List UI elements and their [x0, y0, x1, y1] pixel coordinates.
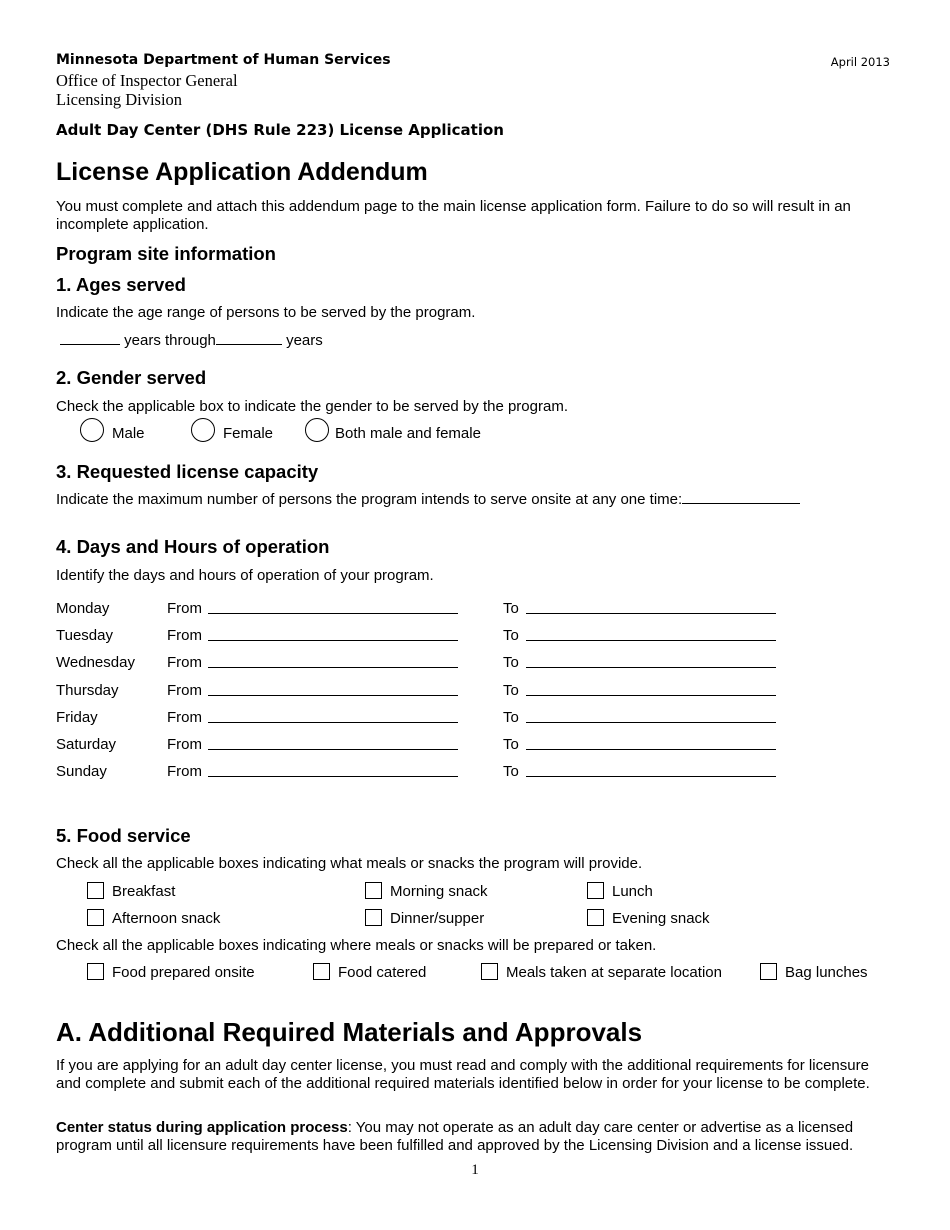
- day-label: Tuesday: [56, 627, 113, 644]
- from-label: From: [167, 736, 202, 753]
- capacity-instruction: Indicate the maximum number of persons the program intends to serve onsite at any one time:: [56, 491, 683, 508]
- from-field-wednesday[interactable]: [208, 667, 458, 668]
- checkbox-icon[interactable]: [481, 963, 498, 980]
- intro-text: You must complete and attach this addendum page to the main license application form. Failure to do so will result in an incomplete application.: [56, 198, 851, 233]
- from-label: From: [167, 682, 202, 699]
- form-title: Adult Day Center (DHS Rule 223) License Application: [56, 121, 504, 139]
- meals-instruction: Check all the applicable boxes indicating what meals or snacks the program will provide.: [56, 855, 643, 872]
- ages-instruction: Indicate the age range of persons to be served by the program.: [56, 304, 476, 321]
- to-field-sunday[interactable]: [526, 776, 776, 777]
- gender-option-male[interactable]: [80, 418, 104, 447]
- meal-label: Lunch: [612, 883, 653, 900]
- capacity-heading: 3. Requested license capacity: [56, 461, 319, 482]
- program-site-heading: Program site information: [56, 243, 276, 264]
- to-field-monday[interactable]: [526, 613, 776, 614]
- checkbox-icon[interactable]: [587, 909, 604, 926]
- gender-heading: 2. Gender served: [56, 367, 207, 388]
- day-label: Thursday: [56, 682, 119, 699]
- to-label: To: [503, 736, 519, 753]
- radio-icon[interactable]: [80, 418, 104, 442]
- from-field-saturday[interactable]: [208, 749, 458, 750]
- food-heading: 5. Food service: [56, 825, 191, 846]
- from-label: From: [167, 627, 202, 644]
- gender-option-both[interactable]: [305, 418, 329, 447]
- to-field-friday[interactable]: [526, 722, 776, 723]
- meal-label: Dinner/supper: [390, 910, 485, 927]
- division-name: Licensing Division: [56, 90, 183, 109]
- day-label: Wednesday: [56, 654, 135, 671]
- capacity-row: [56, 491, 800, 509]
- from-field-tuesday[interactable]: [208, 640, 458, 641]
- checkbox-icon[interactable]: [87, 963, 104, 980]
- office-name: Office of Inspector General: [56, 71, 238, 90]
- prep-label: Food catered: [338, 964, 427, 981]
- to-label: To: [503, 682, 519, 699]
- to-field-thursday[interactable]: [526, 695, 776, 696]
- to-label: To: [503, 763, 519, 780]
- gender-option-female[interactable]: [191, 418, 215, 447]
- prep-label: Meals taken at separate location: [506, 964, 722, 981]
- radio-icon[interactable]: [191, 418, 215, 442]
- checkbox-icon[interactable]: [313, 963, 330, 980]
- years-label: years: [286, 332, 323, 349]
- age-to-field[interactable]: [216, 344, 282, 345]
- prep-label: Bag lunches: [785, 964, 868, 981]
- page-number: 1: [471, 1162, 479, 1178]
- to-field-saturday[interactable]: [526, 749, 776, 750]
- radio-icon[interactable]: [305, 418, 329, 442]
- age-from-field[interactable]: [60, 344, 120, 345]
- section-a-para1: If you are applying for an adult day center license, you must read and comply with the additional requirements for licensure and complete and submit each of the additional required materials identified below in order for your license to be complete.: [56, 1057, 870, 1092]
- to-field-tuesday[interactable]: [526, 640, 776, 641]
- section-a-heading: A. Additional Required Materials and Approvals: [56, 1017, 643, 1047]
- meal-label: Afternoon snack: [112, 910, 221, 927]
- to-label: To: [503, 600, 519, 617]
- ages-heading: 1. Ages served: [56, 274, 186, 295]
- checkbox-icon[interactable]: [760, 963, 777, 980]
- prep-label: Food prepared onsite: [112, 964, 255, 981]
- department-name: Minnesota Department of Human Services: [56, 52, 391, 68]
- page-title: License Application Addendum: [56, 158, 428, 186]
- status-label: Center status during application process: [56, 1119, 348, 1136]
- meal-label: Breakfast: [112, 883, 176, 900]
- prep-instruction: Check all the applicable boxes indicating where meals or snacks will be prepared or taken.: [56, 937, 657, 954]
- checkbox-icon[interactable]: [87, 882, 104, 899]
- from-field-sunday[interactable]: [208, 776, 458, 777]
- hours-heading: 4. Days and Hours of operation: [56, 536, 330, 557]
- gender-label-both: Both male and female: [335, 425, 481, 442]
- to-label: To: [503, 709, 519, 726]
- from-field-thursday[interactable]: [208, 695, 458, 696]
- from-label: From: [167, 709, 202, 726]
- ages-range-row: [60, 332, 323, 350]
- to-field-wednesday[interactable]: [526, 667, 776, 668]
- years-through-label: years through: [124, 332, 216, 349]
- checkbox-icon[interactable]: [365, 882, 382, 899]
- from-label: From: [167, 763, 202, 780]
- to-label: To: [503, 627, 519, 644]
- meal-label: Evening snack: [612, 910, 710, 927]
- meal-label: Morning snack: [390, 883, 488, 900]
- capacity-field[interactable]: [682, 503, 800, 504]
- section-a-status: [56, 1119, 896, 1155]
- day-label: Monday: [56, 600, 110, 617]
- checkbox-icon[interactable]: [87, 909, 104, 926]
- checkbox-icon[interactable]: [365, 909, 382, 926]
- from-label: From: [167, 654, 202, 671]
- day-label: Saturday: [56, 736, 117, 753]
- status-text: : You may not operate as an adult day care center or advertise as a licensed program until all licensure requirements have been fulfilled and approved by the Licensing Division and a license issued.: [56, 1119, 854, 1154]
- gender-label-female: Female: [223, 425, 274, 442]
- gender-instruction: Check the applicable box to indicate the gender to be served by the program.: [56, 398, 568, 415]
- form-date: April 2013: [830, 55, 890, 69]
- from-label: From: [167, 600, 202, 617]
- from-field-monday[interactable]: [208, 613, 458, 614]
- day-label: Friday: [56, 709, 98, 726]
- from-field-friday[interactable]: [208, 722, 458, 723]
- to-label: To: [503, 654, 519, 671]
- day-label: Sunday: [56, 763, 107, 780]
- hours-instruction: Identify the days and hours of operation of your program.: [56, 567, 434, 584]
- checkbox-icon[interactable]: [587, 882, 604, 899]
- gender-label-male: Male: [112, 425, 145, 442]
